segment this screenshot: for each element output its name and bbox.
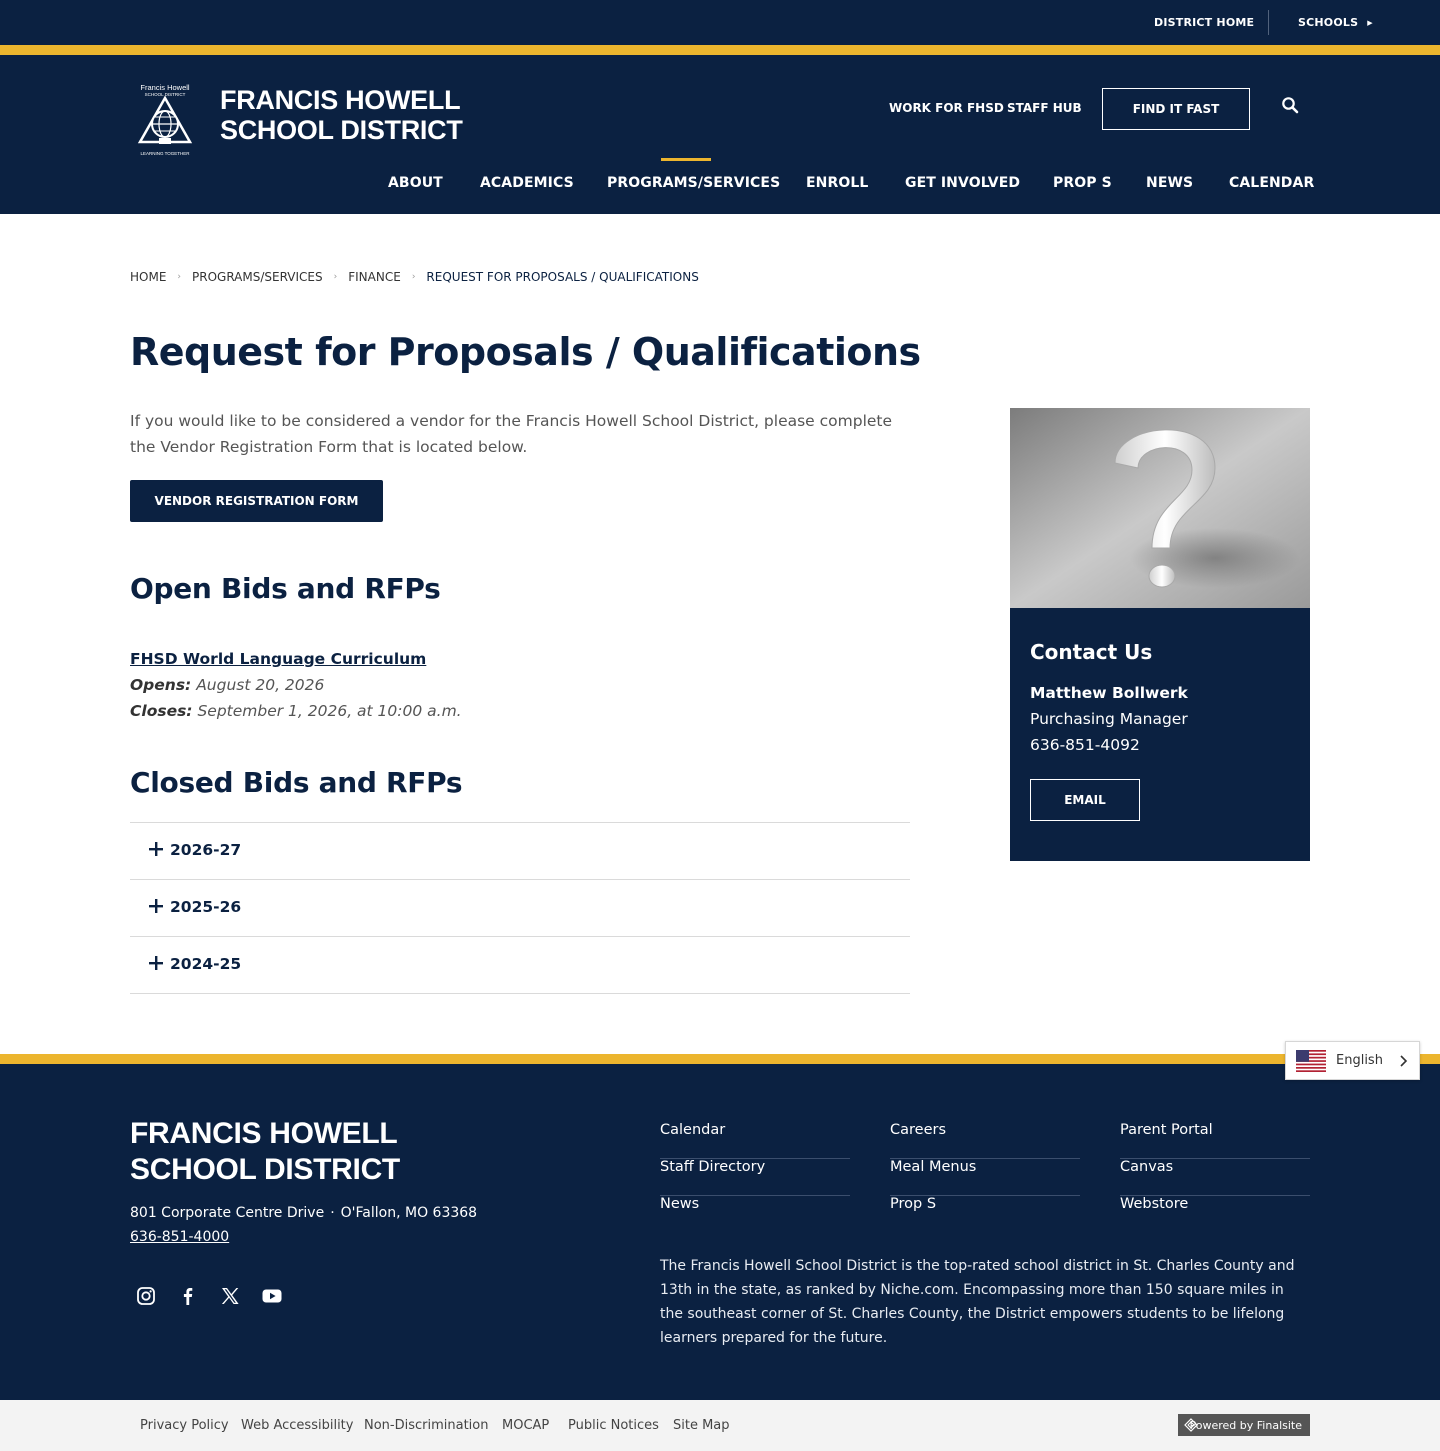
breadcrumb-separator-icon: › <box>411 272 416 282</box>
footer-link-parent-portal[interactable]: Parent Portal <box>1120 1122 1310 1159</box>
us-flag-icon <box>1296 1050 1326 1072</box>
staff-hub-link[interactable]: STAFF HUB <box>1007 101 1082 115</box>
footer-address: 801 Corporate Centre Drive · O'Fallon, MO 63368 <box>130 1205 478 1221</box>
search-icon[interactable] <box>1281 96 1299 114</box>
nav-about[interactable]: ABOUT <box>388 175 443 191</box>
web-accessibility-link[interactable]: Web Accessibility <box>241 1418 354 1433</box>
x-icon[interactable] <box>220 1286 240 1306</box>
contact-phone: 636-851-4092 <box>1030 736 1140 754</box>
open-bids-heading: Open Bids and RFPs <box>130 572 441 605</box>
nav-news[interactable]: NEWS <box>1146 175 1194 191</box>
breadcrumb-programs-services[interactable]: PROGRAMS/SERVICES <box>192 270 323 284</box>
logo-text-bottom: LEARNING TOGETHER <box>140 151 190 156</box>
footer-gold-stripe <box>0 1054 1440 1064</box>
site-map-link[interactable]: Site Map <box>673 1418 730 1433</box>
footer-phone-link[interactable]: 636-851-4000 <box>130 1229 230 1245</box>
bid-opens <box>130 676 324 694</box>
nav-prop-s[interactable]: PROP S <box>1053 175 1112 191</box>
nav-calendar[interactable]: CALENDAR <box>1229 175 1315 191</box>
powered-by-label: Powered by Finalsite <box>1189 1418 1302 1432</box>
open-bid-link[interactable]: FHSD World Language Curriculum <box>130 650 427 668</box>
footer-link-prop-s[interactable]: Prop S <box>890 1196 937 1212</box>
brand-line-1: FRANCIS HOWELL <box>220 85 461 115</box>
finalsite-icon <box>1184 1418 1198 1432</box>
gold-stripe <box>0 45 1440 55</box>
footer-brand-line-2: SCHOOL DISTRICT <box>130 1153 400 1186</box>
district-home-link[interactable]: DISTRICT HOME <box>1154 16 1255 29</box>
footer-city: O'Fallon, MO 63368 <box>340 1205 478 1221</box>
youtube-icon[interactable] <box>262 1286 282 1306</box>
breadcrumb <box>130 270 699 284</box>
mocap-link[interactable]: MOCAP <box>502 1418 550 1433</box>
breadcrumb-finance[interactable]: FINANCE <box>348 270 401 284</box>
schools-label: SCHOOLS <box>1298 16 1359 29</box>
utility-bar <box>0 0 1440 45</box>
nav-enroll[interactable]: ENROLL <box>806 175 869 191</box>
bid-closes <box>130 702 462 720</box>
intro-text: If you would like to be considered a vendor for the Francis Howell School District, please complete the Vendor Registration Form that is located below. <box>130 412 893 456</box>
powered-by-finalsite[interactable] <box>1178 1414 1310 1436</box>
breadcrumb-separator-icon: › <box>333 272 338 282</box>
plus-icon <box>148 898 164 914</box>
bid-opens-label: Opens: <box>130 676 192 694</box>
footer-description: The Francis Howell School District is the top-rated school district in St. Charles County and 13th in the state, as ranked by Niche.com. Encompassing more than 150 square miles in the southeast corner of St. Charles County, the District empowers students to be lifelong learners prepared for the future. <box>660 1258 1295 1346</box>
accordion-label: 2026-27 <box>170 841 242 859</box>
bid-opens-value: August 20, 2026 <box>196 676 325 694</box>
chevron-right-icon <box>1398 1054 1408 1068</box>
facebook-icon[interactable] <box>178 1286 198 1306</box>
bottom-bar <box>0 1400 1440 1451</box>
brand-name[interactable] <box>220 85 463 145</box>
nav-get-involved[interactable]: GET INVOLVED <box>905 175 1021 191</box>
contact-role: Purchasing Manager <box>1030 710 1188 728</box>
contact-name: Matthew Bollwerk <box>1030 684 1188 702</box>
footer-brand-line-1: FRANCIS HOWELL <box>130 1117 398 1150</box>
site-footer <box>0 1064 1440 1400</box>
accordion-label: 2025-26 <box>170 898 242 916</box>
utility-divider <box>1268 10 1269 35</box>
logo-text-sub: SCHOOL DISTRICT <box>144 92 186 97</box>
footer-link-careers[interactable]: Careers <box>890 1122 1080 1159</box>
find-it-fast-button[interactable]: FIND IT FAST <box>1102 88 1250 130</box>
instagram-icon[interactable] <box>136 1286 156 1306</box>
footer-brand <box>130 1116 400 1188</box>
work-for-fhsd-link[interactable]: WORK FOR FHSD <box>889 101 1004 115</box>
footer-street: 801 Corporate Centre Drive <box>130 1205 325 1221</box>
footer-link-news[interactable]: News <box>660 1196 700 1212</box>
plus-icon <box>148 841 164 857</box>
accordion-item[interactable] <box>130 879 910 936</box>
accordion-divider <box>130 993 910 994</box>
accordion-item[interactable] <box>130 936 910 993</box>
accordion-item[interactable] <box>130 822 910 879</box>
footer-link-canvas[interactable]: Canvas <box>1120 1159 1310 1196</box>
breadcrumb-current: REQUEST FOR PROPOSALS / QUALIFICATIONS <box>426 270 699 284</box>
page-title: Request for Proposals / Qualifications <box>130 330 921 374</box>
question-mark-image <box>1010 408 1310 608</box>
privacy-policy-link[interactable]: Privacy Policy <box>140 1418 229 1433</box>
bid-closes-label: Closes: <box>130 702 193 720</box>
breadcrumb-home[interactable]: HOME <box>130 270 167 284</box>
footer-link-webstore[interactable]: Webstore <box>1120 1196 1189 1212</box>
brand-line-2: SCHOOL DISTRICT <box>220 115 463 145</box>
breadcrumb-separator-icon: › <box>177 272 182 282</box>
logo-text-top: Francis Howell <box>140 83 190 92</box>
caret-right-icon: ▶ <box>1367 18 1373 27</box>
language-label: English <box>1336 1053 1383 1068</box>
district-logo[interactable] <box>134 82 196 158</box>
site-header <box>0 55 1440 214</box>
contact-heading: Contact Us <box>1030 640 1153 664</box>
footer-link-staff-directory[interactable]: Staff Directory <box>660 1159 850 1196</box>
nav-programs-services[interactable]: PROGRAMS/SERVICES <box>607 175 781 191</box>
plus-icon <box>148 955 164 971</box>
footer-link-calendar[interactable]: Calendar <box>660 1122 850 1159</box>
contact-card <box>1010 608 1310 861</box>
closed-bids-heading: Closed Bids and RFPs <box>130 766 463 799</box>
public-notices-link[interactable]: Public Notices <box>568 1418 659 1433</box>
non-discrimination-link[interactable]: Non-Discrimination <box>364 1418 489 1433</box>
schools-menu[interactable] <box>1298 0 1373 45</box>
nav-academics[interactable]: ACADEMICS <box>480 175 574 191</box>
footer-link-meal-menus[interactable]: Meal Menus <box>890 1159 1080 1196</box>
bid-closes-value: September 1, 2026, at 10:00 a.m. <box>197 702 462 720</box>
vendor-registration-button[interactable]: VENDOR REGISTRATION FORM <box>130 480 383 522</box>
email-button[interactable]: EMAIL <box>1030 779 1140 821</box>
accordion-label: 2024-25 <box>170 955 242 973</box>
language-selector[interactable] <box>1285 1041 1420 1080</box>
